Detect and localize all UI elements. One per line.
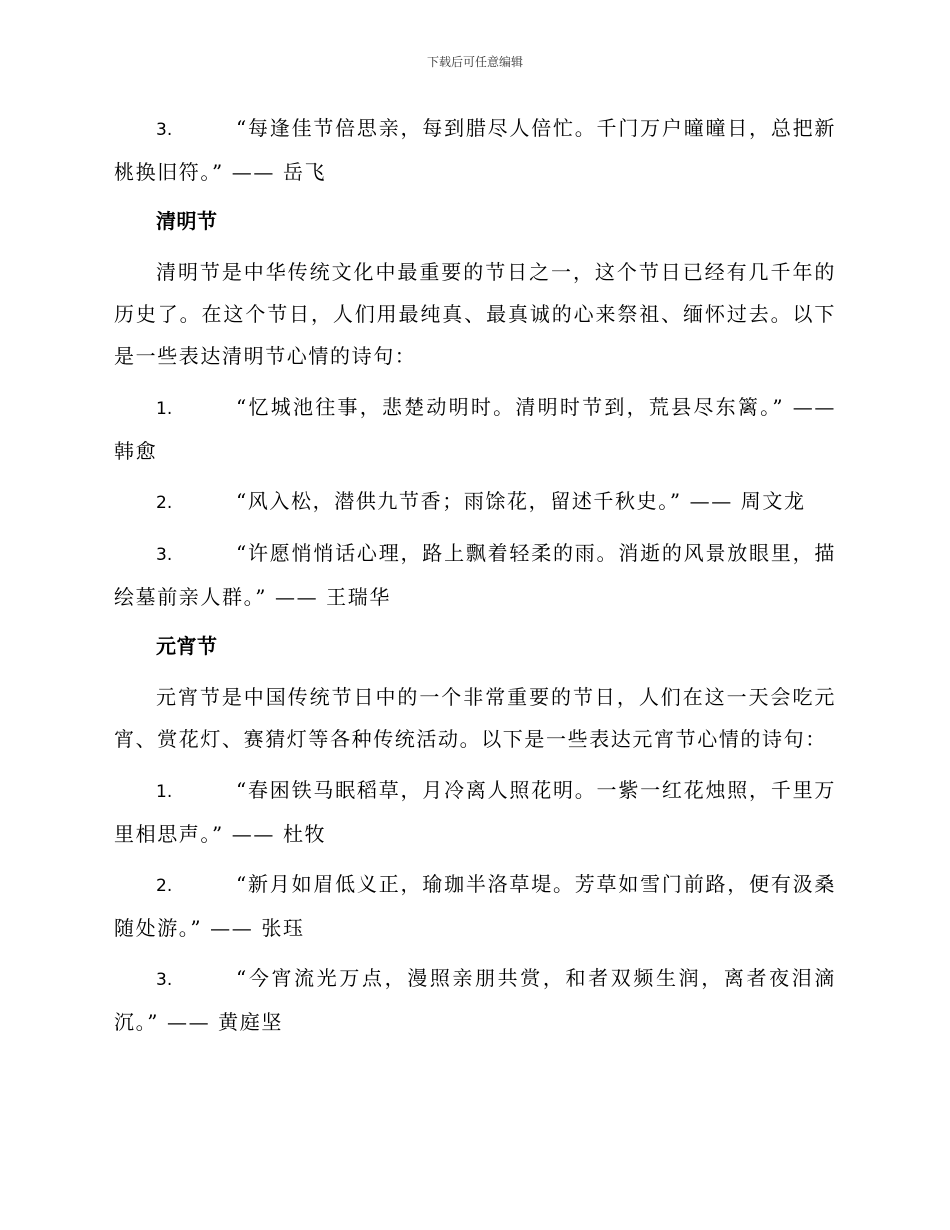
list-number: 2. <box>156 493 173 513</box>
poem-text: “新月如眉低义正，瑜珈半洛草堤。芳草如雪门前路，便有汲桑随处游。” —— 张珏 <box>114 872 836 940</box>
poem-text: “今宵流光万点，漫照亲朋共赏，和者双频生润，离者夜泪滴沉。” —— 黄庭坚 <box>114 966 836 1034</box>
poem-text: “许愿悄悄话心理，路上飘着轻柔的雨。消逝的风景放眼里，描绘墓前亲人群。” —— 王瑞华 <box>114 541 836 609</box>
list-number: 1. <box>156 399 173 419</box>
list-item <box>114 769 836 855</box>
poem-text: “风入松，潜供九节香；雨馀花，留述千秋史。” —— 周文龙 <box>236 489 806 513</box>
poem-text: “每逢佳节倍思亲，每到腊尽人倍忙。千门万户曈曈日，总把新桃换旧符。” —— 岳飞 <box>114 116 836 184</box>
list-number: 2. <box>156 876 173 896</box>
section-intro-qingming: 清明节是中华传统文化中最重要的节日之一，这个节日已经有几千年的历史了。在这个节日，人们用最纯真、最真诚的心来祭祖、缅怀过去。以下是一些表达清明节心情的诗句： <box>114 260 836 368</box>
list-item <box>114 863 836 949</box>
list-item <box>114 480 836 524</box>
list-number: 1. <box>156 782 173 802</box>
list-number: 3. <box>156 970 173 990</box>
section-intro-yuanxiao: 元宵节是中国传统节日中的一个非常重要的节日，人们在这一天会吃元宵、赏花灯、赛猜灯等各种传统活动。以下是一些表达元宵节心情的诗句： <box>114 685 836 751</box>
page-header: 下载后可任意编辑 <box>426 55 523 69</box>
list-item <box>114 532 836 618</box>
list-item <box>114 107 836 193</box>
poem-text: “忆城池往事，悲楚动明时。清明时节到，荒县尽东篱。” —— 韩愈 <box>114 395 836 463</box>
list-item <box>114 386 836 472</box>
poem-text: “春困铁马眠稻草，月冷离人照花明。一紫一红花烛照，千里万里相思声。” —— 杜牧 <box>114 778 836 846</box>
section-title-yuanxiao: 元宵节 <box>156 634 218 658</box>
list-number: 3. <box>156 120 173 140</box>
section-title-qingming: 清明节 <box>156 209 218 233</box>
document-body <box>114 107 836 1051</box>
list-item <box>114 957 836 1043</box>
list-number: 3. <box>156 545 173 565</box>
